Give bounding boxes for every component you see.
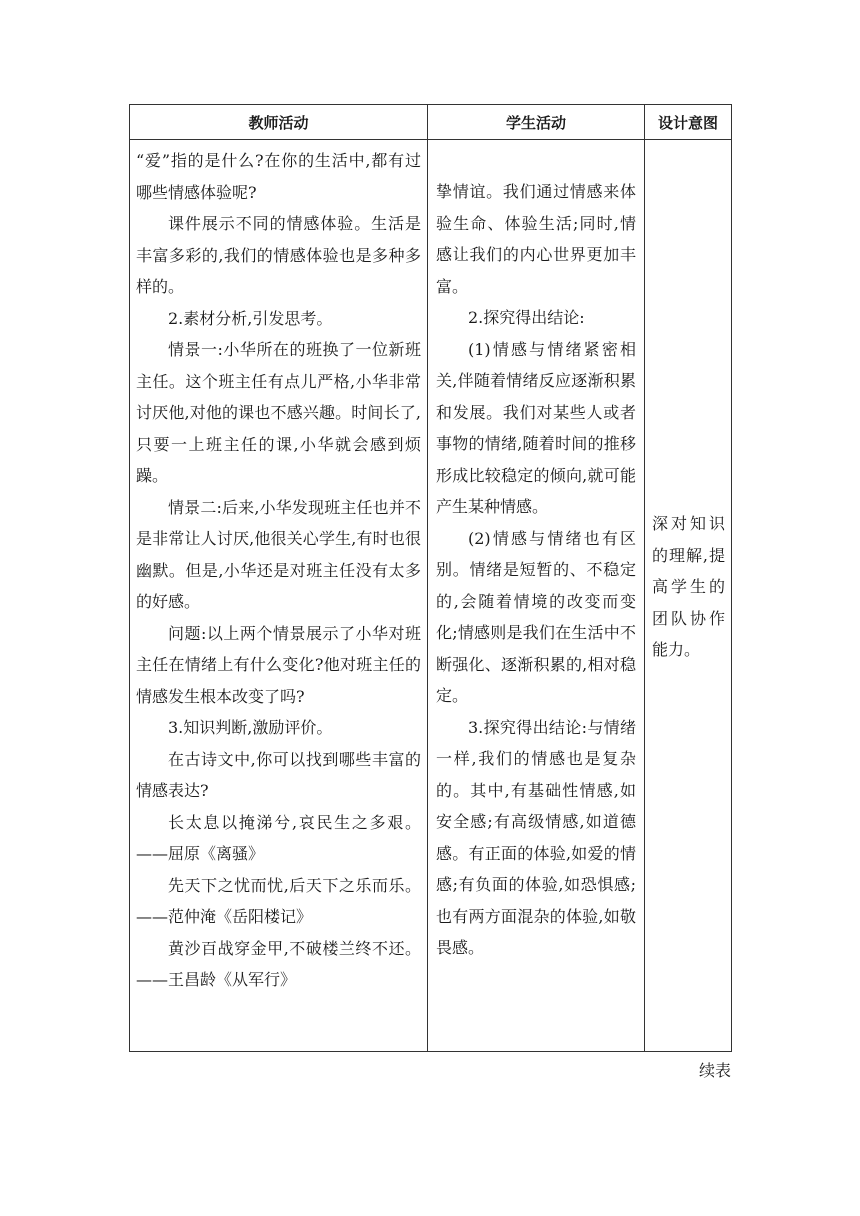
design-intent-cell (645, 140, 732, 1052)
student-activity-cell (428, 140, 645, 1052)
teacher-activity-cell (130, 140, 428, 1052)
teacher-activity-paragraph: 3.知识判断,激励评价。 (168, 718, 333, 737)
teacher-activity-paragraph: 课件展示不同的情感体验。生活是丰富多彩的,我们的情感体验也是多种多样的。 (136, 214, 421, 296)
student-activity-paragraph: 2.探究得出结论: (468, 308, 585, 327)
header-teacher-activity: 教师活动 (130, 105, 428, 140)
student-activity-paragraph: (1)情感与情绪紧密相关,伴随着情绪反应逐渐积累和发展。我们对某些人或者事物的情绪,随着时间的推移形成比较稳定的倾向,就可能产生某种情感。 (436, 339, 636, 516)
teacher-activity-paragraph: 情景一:小华所在的班换了一位新班主任。这个班主任有点儿严格,小华非常讨厌他,对他的课也不感兴趣。时间长了,只要一上班主任的课,小华就会感到烦躁。 (136, 340, 421, 485)
teacher-activity-paragraph: 先天下之忧而忧,后天下之乐而乐。——范仲淹《岳阳楼记》 (136, 875, 421, 926)
content-row (130, 140, 732, 1052)
design-intent-paragraph: 深对知识的理解,提高学生的团队协作能力。 (652, 514, 725, 659)
teacher-activity-paragraph: 黄沙百战穿金甲,不破楼兰终不还。——王昌龄《从军行》 (136, 938, 421, 989)
header-student-activity: 学生活动 (428, 105, 645, 140)
continued-label: 续表 (698, 1061, 731, 1080)
header-row (130, 105, 732, 140)
teacher-activity-paragraph: 2.素材分析,引发思考。 (168, 308, 333, 328)
teacher-activity-paragraph: 在古诗文中,你可以找到哪些丰富的情感表达? (136, 749, 421, 800)
student-activity-paragraph: (2)情感与情绪也有区别。情绪是短暂的、不稳定的,会随着情境的改变而变化;情感则是我们在生活中不断强化、逐渐积累的,相对稳定。 (436, 528, 636, 705)
header-design-intent: 设计意图 (645, 105, 732, 140)
teacher-activity-paragraph: 问题:以上两个情景展示了小华对班主任在情绪上有什么变化?他对班主任的情感发生根本改变了吗? (136, 623, 421, 706)
lesson-plan-table (129, 104, 732, 1052)
teacher-activity-paragraph: “爱”指的是什么?在你的生活中,都有过哪些情感体验呢? (136, 151, 421, 202)
teacher-activity-paragraph: 长太息以掩涕兮,哀民生之多艰。——屈原《离骚》 (136, 812, 421, 863)
teacher-activity-paragraph: 情景二:后来,小华发现班主任也并不是非常让人讨厌,他很关心学生,有时也很幽默。但是,小华还是对班主任没有太多的好感。 (136, 497, 421, 611)
student-activity-paragraph: 挚情谊。我们通过情感来体验生命、体验生活;同时,情感让我们的内心世界更加丰富。 (436, 182, 636, 296)
student-activity-paragraph: 3.探究得出结论:与情绪一样,我们的情感也是复杂的。其中,有基础性情感,如安全感;有高级情感,如道德感。有正面的体验,如爱的情感;有负面的体验,如恐惧感;也有两方面混杂的体验,如敬畏感。 (436, 717, 636, 957)
